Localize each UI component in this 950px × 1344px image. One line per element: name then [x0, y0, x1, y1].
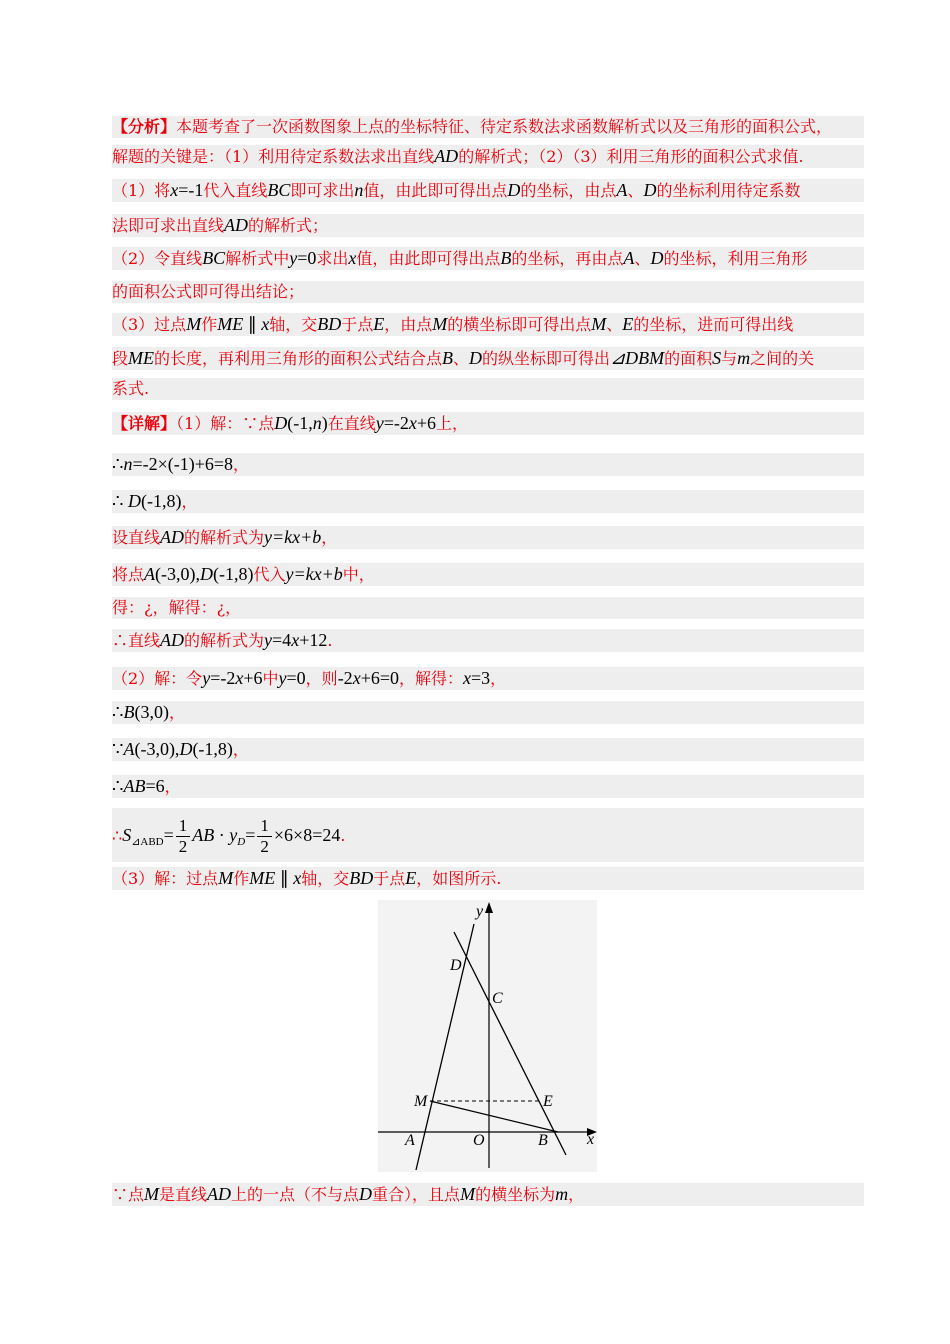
math: D [179, 739, 193, 759]
detail-step-4 [112, 526, 864, 549]
math: n [354, 180, 364, 200]
y-axis-arrow [485, 902, 493, 913]
math: D [200, 564, 213, 584]
detail-step-13 [112, 867, 864, 890]
math: =0 [297, 248, 317, 268]
analysis-line-1 [112, 116, 864, 138]
math: y [264, 630, 273, 650]
text: 、 [453, 349, 470, 368]
math: x [293, 868, 302, 888]
detail-step-6 [112, 597, 864, 619]
math: B [123, 702, 135, 722]
text: 之间的关 [750, 349, 815, 368]
math: m [555, 1184, 569, 1204]
text: 系式. [112, 379, 150, 398]
math: x [408, 413, 417, 433]
text: ，如图所示. [416, 869, 502, 888]
text: 中， [342, 565, 375, 584]
fraction-denominator: 2 [178, 837, 188, 856]
text: （1）将 [112, 181, 171, 200]
math: x [291, 630, 300, 650]
label-D: D [450, 957, 462, 974]
math: =-2 [383, 413, 409, 433]
label-C: C [492, 990, 503, 1007]
fraction-numerator: 1 [257, 816, 272, 837]
text: 法即可求出直线 [112, 216, 225, 235]
text: 的解析式为 [184, 631, 265, 650]
math: A [123, 739, 135, 759]
text: 求出 [316, 249, 349, 268]
math: · [214, 825, 230, 845]
text: 的面积 [664, 349, 713, 368]
detail-step-1 [112, 412, 864, 435]
math: (-1,8) [140, 491, 182, 511]
math: D [643, 180, 657, 200]
text: 代入 [253, 565, 286, 584]
math: (3,0) [134, 702, 169, 722]
coordinate-diagram [378, 900, 597, 1172]
text: （1）解：∵点 [176, 414, 275, 433]
math: D [274, 413, 288, 433]
text: 段 [112, 349, 129, 368]
math: (-3,0), [155, 564, 200, 584]
label-E: E [543, 1093, 553, 1110]
text: 重合），且点 [372, 1185, 461, 1204]
detail-step-7 [112, 629, 864, 652]
math: D [127, 491, 141, 511]
math: E [622, 314, 634, 334]
detail-step-12 [112, 808, 864, 862]
math: AB [192, 825, 215, 845]
text: 在直线 [327, 414, 376, 433]
analysis-p2 [112, 247, 864, 270]
text: 设直线 [112, 528, 161, 547]
text: 轴，交 [301, 869, 350, 888]
math: D [469, 348, 483, 368]
text: （3）过点 [112, 315, 187, 334]
detail-step-5 [112, 563, 864, 586]
label-x: x [587, 1131, 595, 1148]
text: ， [164, 777, 181, 796]
math: S [712, 348, 722, 368]
math: B [500, 248, 512, 268]
text: 中 [262, 669, 279, 688]
text: 的坐标，利用三角形 [663, 249, 808, 268]
analysis-p1-cont [112, 214, 864, 237]
math: ×6×8=24 [273, 825, 341, 845]
math: n [123, 454, 133, 474]
math: ∥ [243, 314, 262, 334]
math: y [229, 825, 238, 845]
text: 上， [436, 414, 469, 433]
text: 是直线 [159, 1185, 208, 1204]
text: 得：¿，解得：¿， [112, 598, 242, 617]
math: x [463, 668, 472, 688]
detail-step-14 [112, 1183, 864, 1206]
math: B [442, 348, 454, 368]
text: 的坐标，再由点 [511, 249, 624, 268]
math: +12 [299, 630, 328, 650]
math: ∴ [112, 491, 128, 511]
detail-tag: 【详解】 [112, 414, 177, 433]
text: 的坐标利用待定系数 [656, 181, 801, 200]
text: 与 [721, 349, 738, 368]
text: ， [568, 1185, 585, 1204]
segment-MB [430, 1101, 558, 1132]
math: x [235, 668, 244, 688]
detail-step-2 [112, 453, 864, 476]
text: 的坐标，由点 [520, 181, 617, 200]
math: M [591, 314, 607, 334]
analysis-line-2 [112, 145, 864, 168]
detail-step-10 [112, 738, 864, 761]
fraction-denominator: 2 [260, 837, 269, 856]
text: 、 [606, 315, 623, 334]
math: AD [160, 630, 185, 650]
math: M [186, 314, 202, 334]
text: ， [321, 528, 338, 547]
math: A [623, 248, 635, 268]
geometry-figure [378, 900, 597, 1172]
math: (-1,8) [192, 739, 233, 759]
math: =6 [145, 776, 165, 796]
text: ， [233, 455, 250, 474]
math: = [163, 825, 174, 845]
text: 解题的关键是：（1）利用待定系数法求出直线 [112, 147, 435, 166]
math: A [144, 564, 156, 584]
math: AD [160, 527, 185, 547]
math: M [218, 868, 234, 888]
math: y=kx+b [285, 564, 343, 584]
label-B: B [538, 1132, 548, 1149]
math: ME [128, 348, 155, 368]
math: ∵ [112, 739, 124, 759]
math: AD [207, 1184, 232, 1204]
math: M [432, 314, 448, 334]
text: 的解析式；（2）（3）利用三角形的面积公式求值. [458, 147, 804, 166]
math: n [312, 413, 322, 433]
text: （2）令直线 [112, 249, 203, 268]
fraction [176, 816, 191, 857]
text: . [340, 826, 346, 845]
math: y [202, 668, 211, 688]
math: = [245, 825, 256, 845]
math: x [170, 180, 179, 200]
text: ， [168, 703, 185, 722]
math: ⊿DBM [610, 348, 665, 368]
analysis-p3-cont-2 [112, 378, 864, 400]
text: 值，由此即可得出点 [363, 181, 508, 200]
fraction-numerator: 1 [176, 816, 191, 837]
label-O: O [473, 1132, 485, 1149]
math: =0 [286, 668, 306, 688]
math: y [375, 413, 384, 433]
math: BC [202, 248, 226, 268]
text: 的解析式； [248, 216, 329, 235]
analysis-p2-cont [112, 281, 864, 303]
text: 值，由此即可得出点 [356, 249, 501, 268]
math: BD [317, 314, 342, 334]
line-BC [454, 932, 566, 1155]
text: ，解得： [399, 669, 464, 688]
text: 的横坐标即可得出点 [447, 315, 592, 334]
analysis-tag: 【分析】 [112, 117, 177, 136]
math: ∥ [275, 868, 294, 888]
math: y=kx+b [264, 527, 322, 547]
detail-step-8 [112, 667, 864, 690]
text: ∴ [112, 826, 123, 845]
math: AD [434, 146, 459, 166]
math: BD [349, 868, 374, 888]
detail-step-3 [112, 490, 864, 513]
math: =-1 [178, 180, 204, 200]
label-M: M [414, 1093, 428, 1110]
text: 、 [627, 181, 644, 200]
math: S [122, 825, 132, 845]
math: y [278, 668, 287, 688]
math: y [289, 248, 298, 268]
math: ME [217, 314, 244, 334]
math: x [352, 668, 361, 688]
detail-step-11 [112, 775, 864, 798]
math: =3 [471, 668, 491, 688]
math: ∴ [112, 702, 124, 722]
text: 的长度，再利用三角形的面积公式结合点 [154, 349, 443, 368]
math: M [460, 1184, 476, 1204]
math: E [405, 868, 417, 888]
label-y: y [476, 903, 484, 920]
math: D [650, 248, 664, 268]
math: BC [267, 180, 291, 200]
math: =4 [272, 630, 292, 650]
text: 即可求出 [290, 181, 355, 200]
math: D [507, 180, 521, 200]
text: 代入直线 [203, 181, 268, 200]
text: 作 [233, 869, 250, 888]
math: M [144, 1184, 160, 1204]
math: -2 [337, 668, 353, 688]
text: 轴，交 [269, 315, 318, 334]
text: ， [490, 669, 507, 688]
math: =-2 [210, 668, 236, 688]
math-subscript: ⊿ABD [131, 836, 164, 848]
math: +6 [416, 413, 437, 433]
analysis-p3-cont [112, 347, 864, 370]
text: 作 [201, 315, 218, 334]
math: A [616, 180, 628, 200]
math: x [261, 314, 270, 334]
text: 上的一点（不与点 [231, 1185, 360, 1204]
text: ∵点 [112, 1185, 145, 1204]
text: 于点 [373, 869, 406, 888]
math: E [373, 314, 385, 334]
text: 的纵坐标即可得出 [482, 349, 611, 368]
analysis-p1 [112, 179, 864, 202]
text: 的横坐标为 [475, 1185, 556, 1204]
text: 将点 [112, 565, 145, 584]
text: ， [181, 492, 198, 511]
text: （2）解：令 [112, 669, 203, 688]
text: 于点 [341, 315, 374, 334]
math: AB [123, 776, 146, 796]
text: 、 [634, 249, 651, 268]
analysis-text: 本题考查了一次函数图象上点的坐标特征、待定系数法求函数解析式以及三角形的面积公式， [176, 117, 833, 136]
text: ， [232, 740, 249, 759]
text: . [327, 631, 333, 650]
math: m [737, 348, 751, 368]
text: （3）解：过点 [112, 869, 219, 888]
text: 的面积公式即可得出结论； [112, 282, 305, 301]
math: D [359, 1184, 373, 1204]
math: +6 [243, 668, 263, 688]
math: ∴ [112, 776, 124, 796]
math: (-1, [287, 413, 313, 433]
math: (-1,8) [213, 564, 254, 584]
text: 的解析式为 [184, 528, 265, 547]
analysis-p3 [112, 313, 864, 336]
text: 的坐标，进而可得出线 [633, 315, 794, 334]
math: AD [224, 215, 249, 235]
math: =-2×(-1)+6=8 [132, 454, 234, 474]
math-subscript: D [237, 836, 246, 848]
text: ，由点 [384, 315, 433, 334]
text: 解析式中 [225, 249, 290, 268]
math: x [348, 248, 357, 268]
math: ∴ [112, 454, 124, 474]
fraction [257, 816, 272, 857]
line-AD [416, 924, 474, 1170]
math: (-3,0), [134, 739, 180, 759]
text: ，则 [305, 669, 338, 688]
label-A: A [405, 1132, 415, 1149]
detail-step-9 [112, 701, 864, 724]
math: +6=0 [360, 668, 399, 688]
math: ) [321, 413, 328, 433]
math: ME [249, 868, 276, 888]
text: ∴直线 [112, 631, 161, 650]
